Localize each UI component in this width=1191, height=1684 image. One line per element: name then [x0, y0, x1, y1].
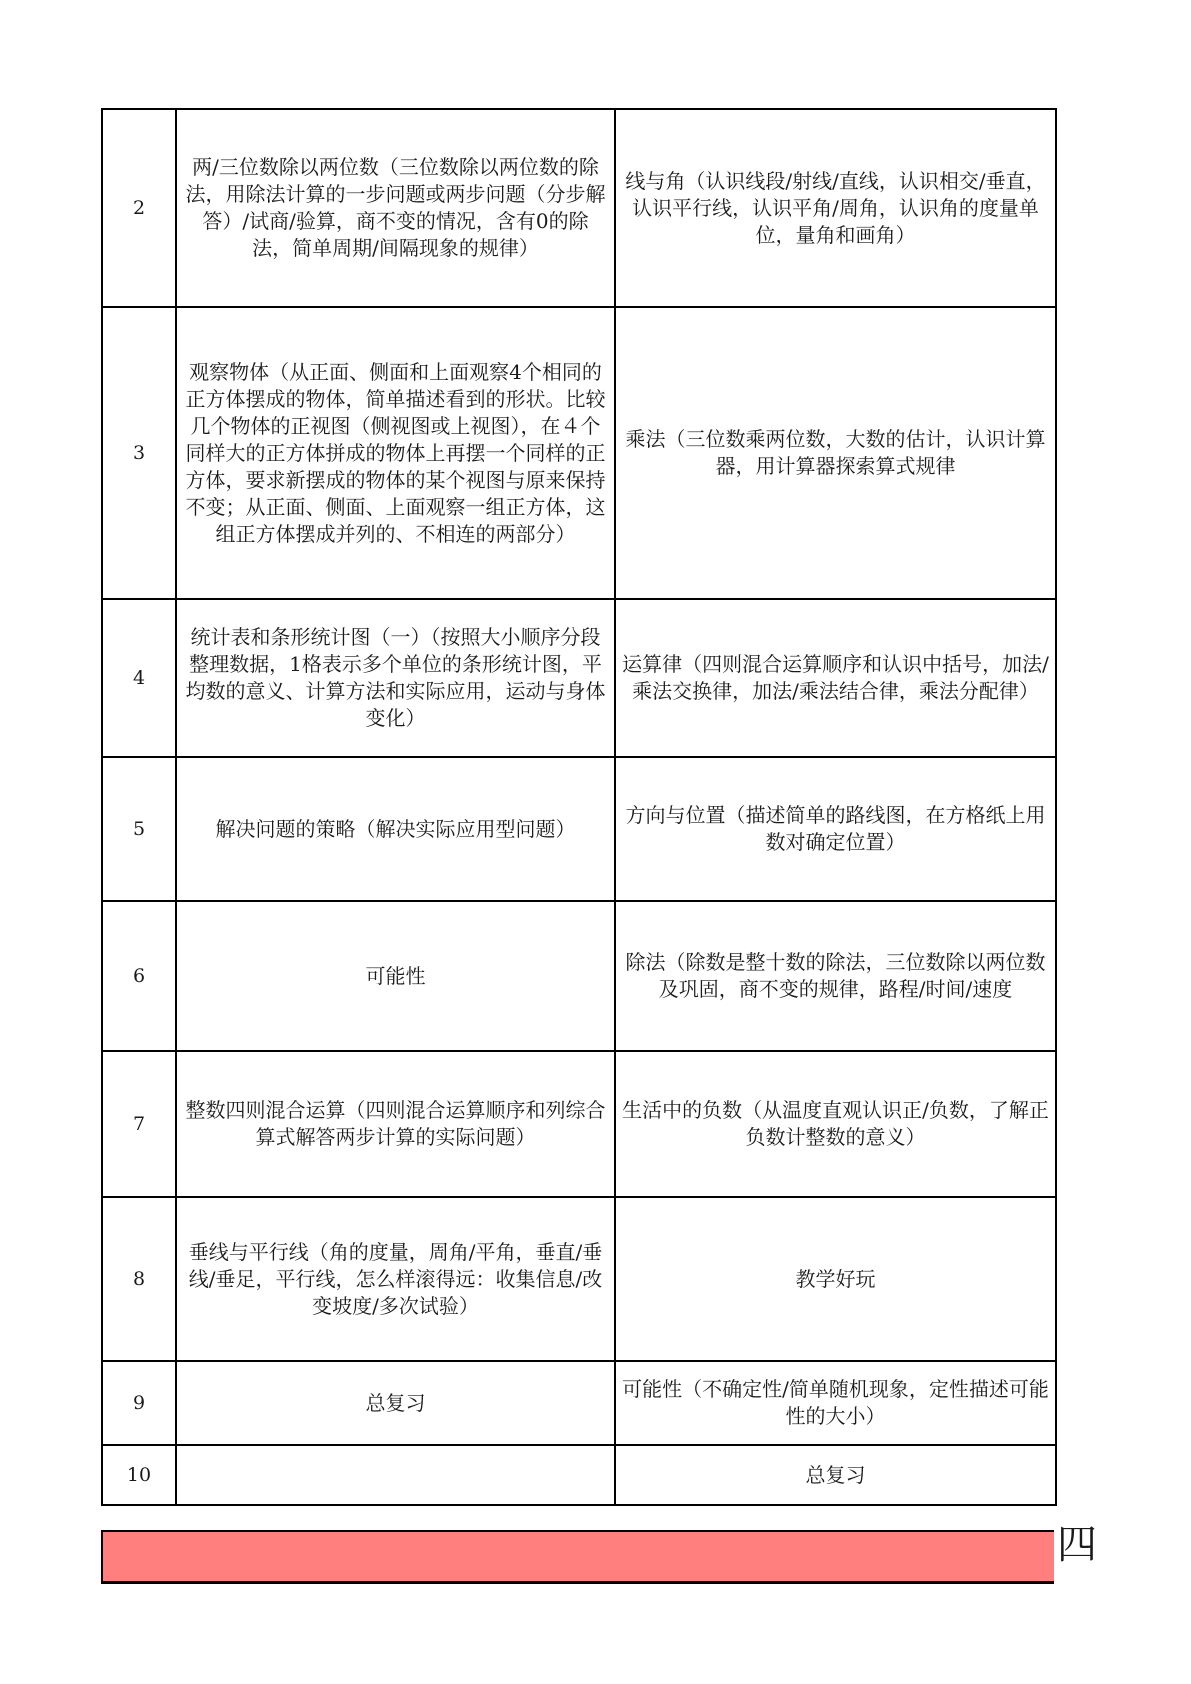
- curriculum-table: [101, 108, 1057, 1506]
- table-row: [102, 1361, 1056, 1445]
- topic-cell-right: 线与角（认识线段/射线/直线，认识相交/垂直，认识平行线，认识平角/周角，认识角的度量单位，量角和画角）: [615, 109, 1056, 307]
- row-number-cell: 9: [102, 1361, 176, 1445]
- table-row: [102, 757, 1056, 901]
- topic-cell-right: 除法（除数是整十数的除法，三位数除以两位数及巩固，商不变的规律，路程/时间/速度: [615, 901, 1056, 1051]
- topic-cell-left: 垂线与平行线（角的度量，周角/平角，垂直/垂线/垂足，平行线，怎么样滚得远：收集信息/改变坡度/多次试验）: [176, 1197, 615, 1361]
- row-number-cell: 8: [102, 1197, 176, 1361]
- table-row: [102, 901, 1056, 1051]
- section-header-bar: [101, 1530, 1054, 1584]
- table-row: [102, 599, 1056, 757]
- row-number-cell: 6: [102, 901, 176, 1051]
- topic-cell-right: 总复习: [615, 1445, 1056, 1505]
- topic-cell-left: 解决问题的策略（解决实际应用型问题）: [176, 757, 615, 901]
- row-number-cell: 3: [102, 307, 176, 599]
- topic-cell-left: 总复习: [176, 1361, 615, 1445]
- table-row: [102, 1051, 1056, 1197]
- section-header-overflow-text: 四: [1057, 1522, 1097, 1568]
- row-number-cell: 2: [102, 109, 176, 307]
- topic-cell-left: 可能性: [176, 901, 615, 1051]
- row-number-cell: 7: [102, 1051, 176, 1197]
- topic-cell-right: 教学好玩: [615, 1197, 1056, 1361]
- topic-cell-left: 观察物体（从正面、侧面和上面观察4个相同的正方体摆成的物体，简单描述看到的形状。比较几个物体的正视图（侧视图或上视图），在４个同样大的正方体拼成的物体上再摆一个同样的正方体，要求新摆成的物体的某个视图与原来保持不变；从正面、侧面、上面观察一组正方体，这组正方体摆成并列的、不相连的两部分）: [176, 307, 615, 599]
- row-number-cell: 10: [102, 1445, 176, 1505]
- row-number-cell: 5: [102, 757, 176, 901]
- topic-cell-right: 运算律（四则混合运算顺序和认识中括号，加法/乘法交换律，加法/乘法结合律，乘法分配律）: [615, 599, 1056, 757]
- topic-cell-right: 可能性（不确定性/简单随机现象，定性描述可能性的大小）: [615, 1361, 1056, 1445]
- table-row: [102, 1197, 1056, 1361]
- topic-cell-right: 方向与位置（描述简单的路线图，在方格纸上用数对确定位置）: [615, 757, 1056, 901]
- topic-cell-left: 统计表和条形统计图（一）（按照大小顺序分段整理数据，1格表示多个单位的条形统计图，平均数的意义、计算方法和实际应用，运动与身体变化）: [176, 599, 615, 757]
- table-row: [102, 109, 1056, 307]
- topic-cell-right: 乘法（三位数乘两位数，大数的估计，认识计算器，用计算器探索算式规律: [615, 307, 1056, 599]
- table-row: [102, 1445, 1056, 1505]
- table-row: [102, 307, 1056, 599]
- topic-cell-right: 生活中的负数（从温度直观认识正/负数，了解正负数计整数的意义）: [615, 1051, 1056, 1197]
- topic-cell-left: [176, 1445, 615, 1505]
- topic-cell-left: 两/三位数除以两位数（三位数除以两位数的除法，用除法计算的一步问题或两步问题（分步解答）/试商/验算，商不变的情况，含有0的除法，简单周期/间隔现象的规律）: [176, 109, 615, 307]
- row-number-cell: 4: [102, 599, 176, 757]
- topic-cell-left: 整数四则混合运算（四则混合运算顺序和列综合算式解答两步计算的实际问题）: [176, 1051, 615, 1197]
